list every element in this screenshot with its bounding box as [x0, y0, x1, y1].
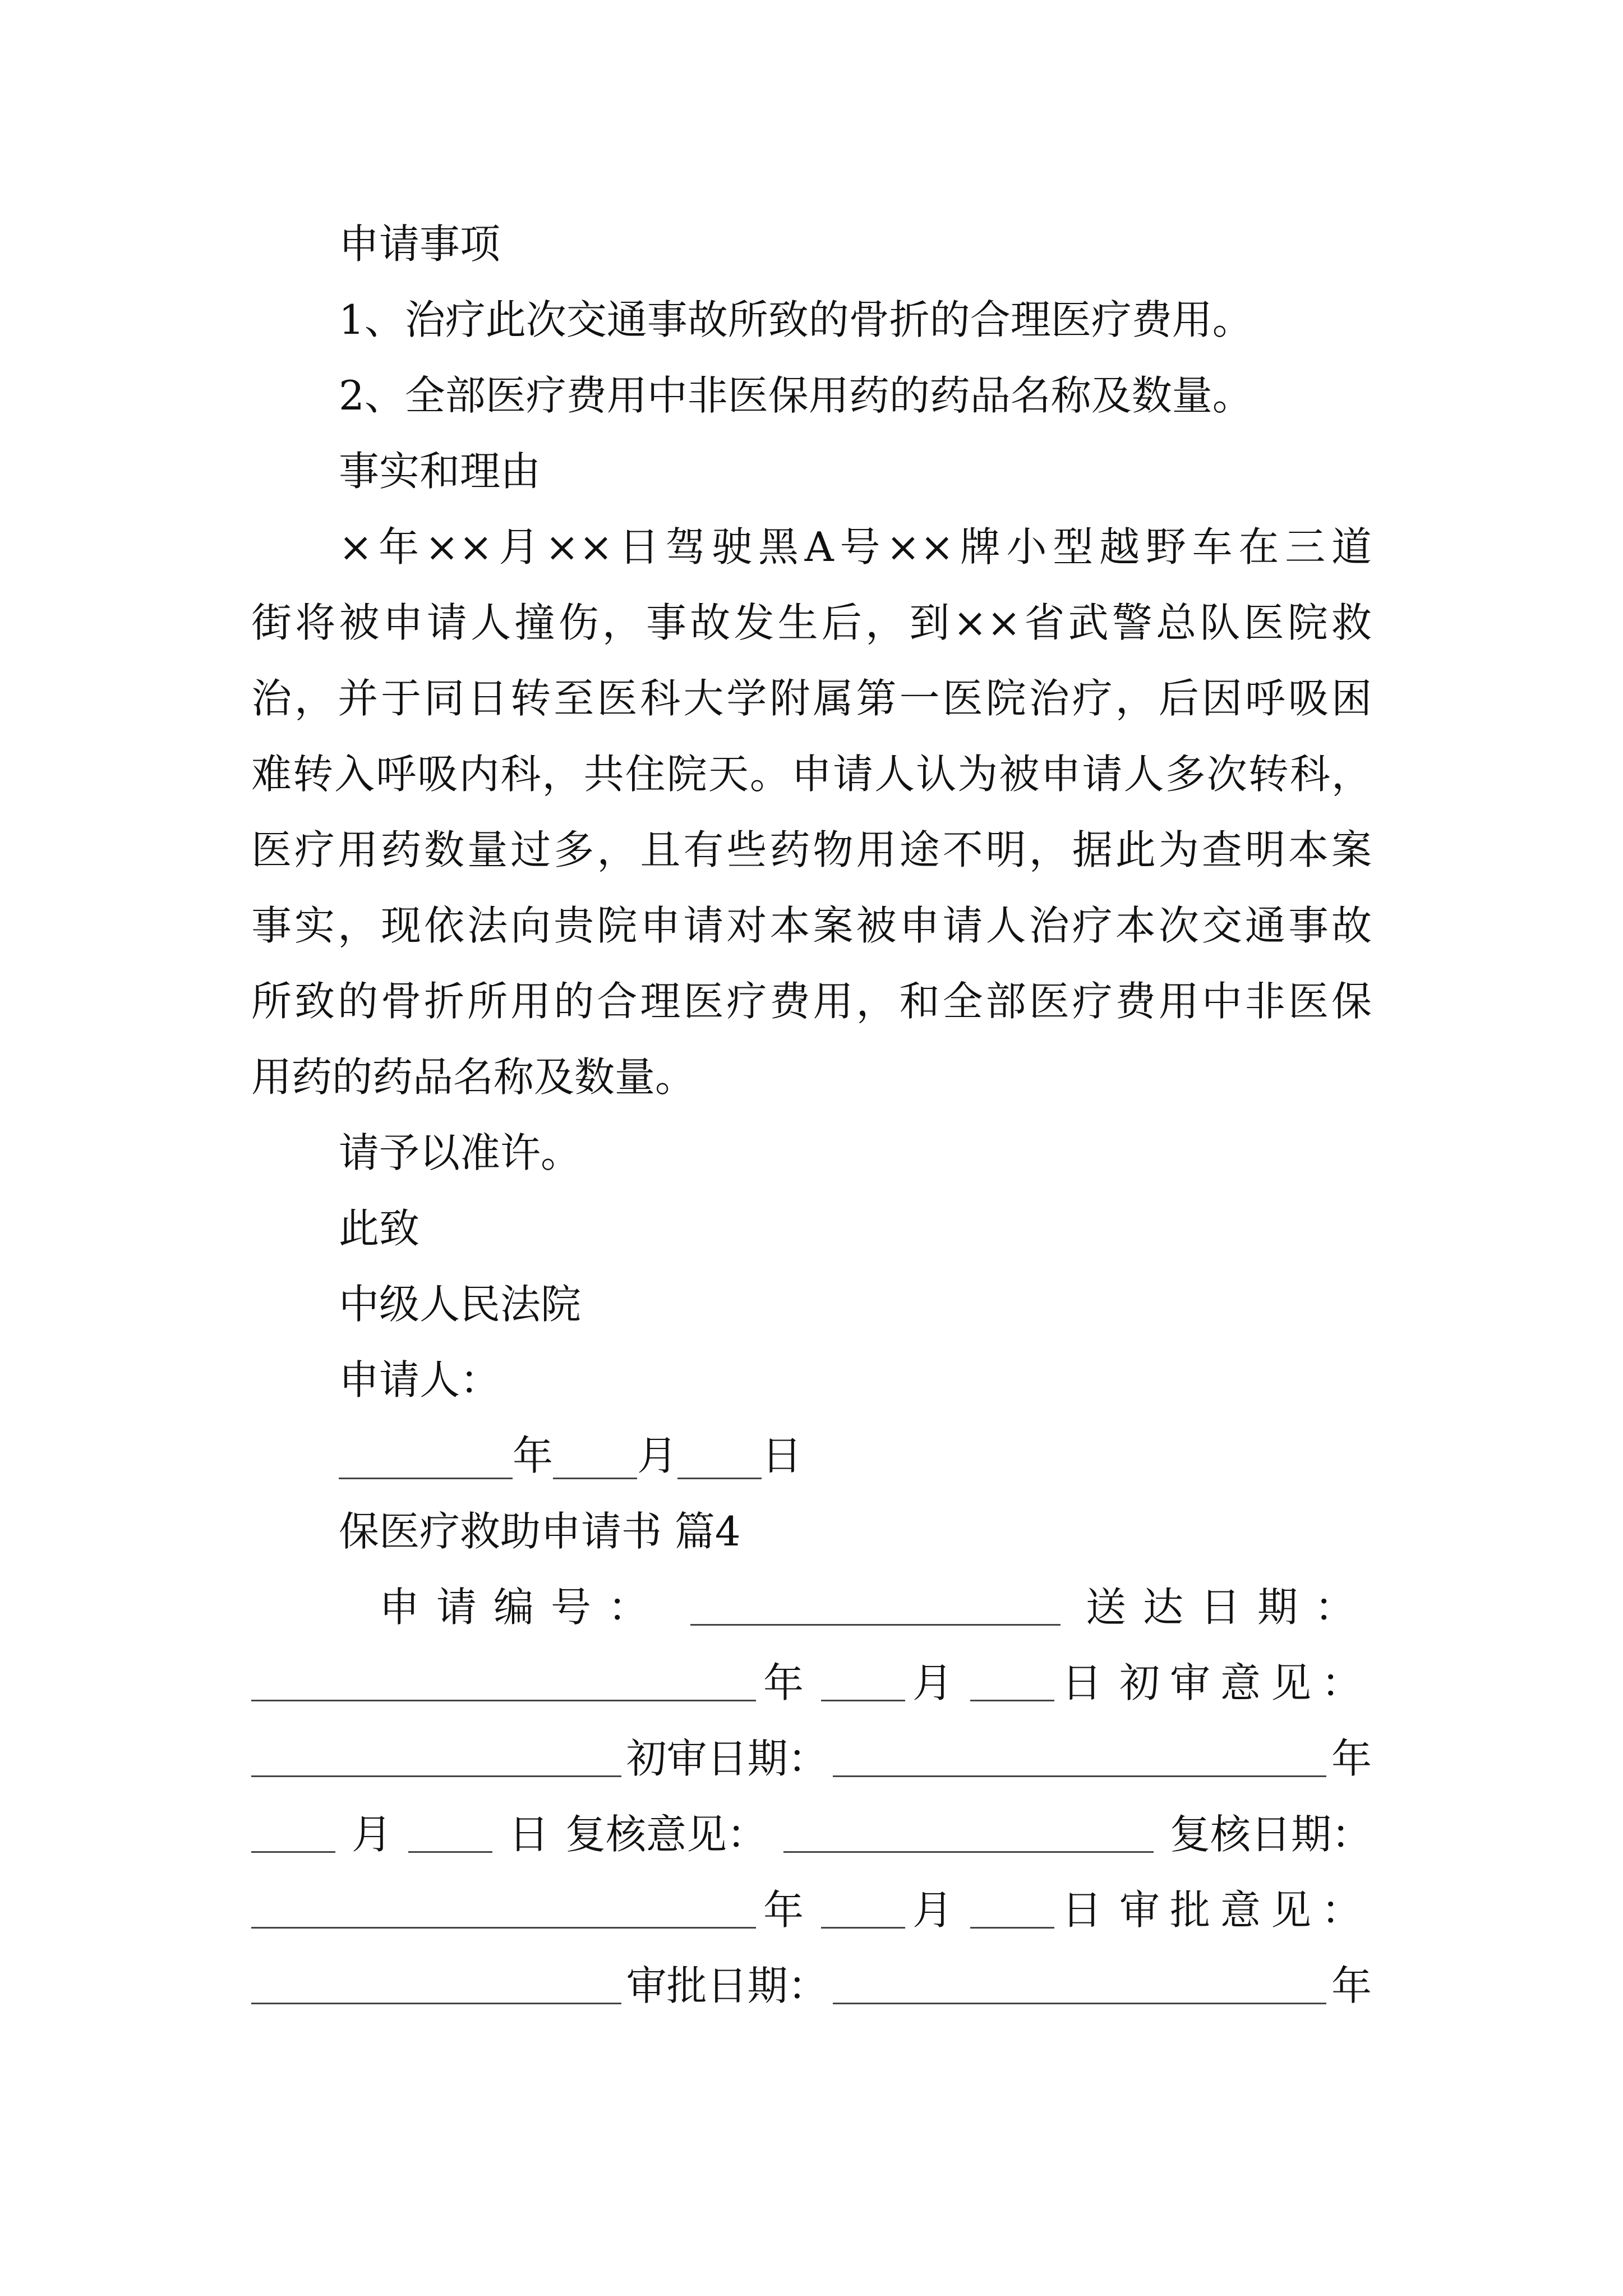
signature-date-line — [339, 1422, 1372, 1489]
facts-paragraph-line: ×年××月××日驾驶黑A号××牌小型越野车在三道 — [339, 523, 1372, 570]
facts-paragraph-line: 难转入呼吸内科，共住院天。申请人认为被申请人多次转科， — [251, 751, 1372, 798]
facts-paragraph-line: 街将被申请人撞伤，事故发生后，到××省武警总队医院救 — [251, 599, 1372, 646]
delivery-day-blank[interactable] — [970, 1655, 1054, 1701]
month-label: 月 — [637, 1432, 678, 1479]
facts-paragraph-line: 所致的骨折所用的合理医疗费用，和全部医疗费用中非医保 — [251, 978, 1372, 1025]
heading-application-items: 申请事项 — [339, 220, 501, 268]
day-blank[interactable] — [677, 1433, 762, 1479]
first-date-day-blank[interactable] — [408, 1806, 492, 1853]
approval-date-year-blank[interactable] — [833, 1958, 1326, 2004]
review-day-blank[interactable] — [970, 1882, 1054, 1929]
court-name: 中级人民法院 — [339, 1281, 582, 1328]
first-date-label: 初审日期： — [626, 1735, 828, 1782]
form-row-3 — [251, 1725, 1372, 1792]
form-row-5 — [251, 1876, 1372, 1944]
facts-paragraph-line: 事实，现依法向贵院申请对本案被申请人治疗本次交通事故 — [251, 902, 1372, 949]
first-opinion-label: 初审意见： — [1119, 1659, 1372, 1706]
month-label: 月 — [912, 1887, 963, 1934]
application-item-2: 2、全部医疗费用中非医保用药的药品名称及数量。 — [339, 372, 1253, 419]
year-label: 年 — [1331, 1735, 1372, 1782]
year-blank[interactable] — [339, 1433, 513, 1479]
first-date-year-blank[interactable] — [833, 1731, 1326, 1777]
day-label: 日 — [1061, 1887, 1112, 1934]
review-opinion-blank[interactable] — [783, 1806, 1154, 1853]
month-blank[interactable] — [553, 1433, 637, 1479]
application-number-label: 申请编号： — [379, 1584, 666, 1631]
facts-paragraph-line: 医疗用药数量过多，且有些药物用途不明，据此为查明本案 — [251, 826, 1372, 873]
delivery-date-label: 送达日期： — [1085, 1584, 1372, 1631]
year-label: 年 — [513, 1432, 554, 1479]
request-line: 请予以准许。 — [339, 1129, 582, 1176]
day-label: 日 — [508, 1811, 549, 1858]
form-row-4 — [251, 1801, 1372, 1868]
section-title: 保医疗救助申请书 篇4 — [339, 1508, 741, 1555]
approval-opinion-label: 审批意见： — [1119, 1887, 1372, 1934]
year-label: 年 — [1331, 1962, 1372, 2009]
review-date-label: 复核日期： — [1169, 1811, 1372, 1858]
form-row-6 — [251, 1952, 1372, 2019]
form-row-2 — [251, 1649, 1372, 1717]
approval-date-label: 审批日期： — [626, 1962, 828, 2009]
month-label: 月 — [351, 1811, 392, 1858]
review-opinion-label: 复核意见： — [565, 1811, 767, 1858]
form-row-1 — [379, 1573, 1372, 1641]
review-year-blank[interactable] — [251, 1882, 756, 1929]
day-label: 日 — [762, 1432, 803, 1479]
application-number-blank[interactable] — [690, 1579, 1061, 1626]
month-label: 月 — [912, 1659, 963, 1706]
delivery-month-blank[interactable] — [821, 1655, 905, 1701]
salutation-line: 此致 — [339, 1205, 420, 1252]
applicant-label: 申请人： — [339, 1356, 501, 1404]
facts-paragraph-line: 用药的药品名称及数量。 — [251, 1053, 696, 1101]
year-label: 年 — [763, 1887, 814, 1934]
application-item-1: 1、治疗此次交通事故所致的骨折的合理医疗费用。 — [339, 296, 1253, 343]
first-date-month-blank[interactable] — [251, 1806, 335, 1853]
day-label: 日 — [1061, 1659, 1112, 1706]
approval-opinion-blank[interactable] — [251, 1958, 621, 2004]
year-label: 年 — [763, 1659, 814, 1706]
delivery-year-blank[interactable] — [251, 1655, 756, 1701]
review-month-blank[interactable] — [821, 1882, 905, 1929]
facts-paragraph-line: 治，并于同日转至医科大学附属第一医院治疗，后因呼吸困 — [251, 675, 1372, 722]
first-opinion-blank[interactable] — [251, 1731, 621, 1777]
heading-facts-reasons: 事实和理由 — [339, 448, 541, 495]
